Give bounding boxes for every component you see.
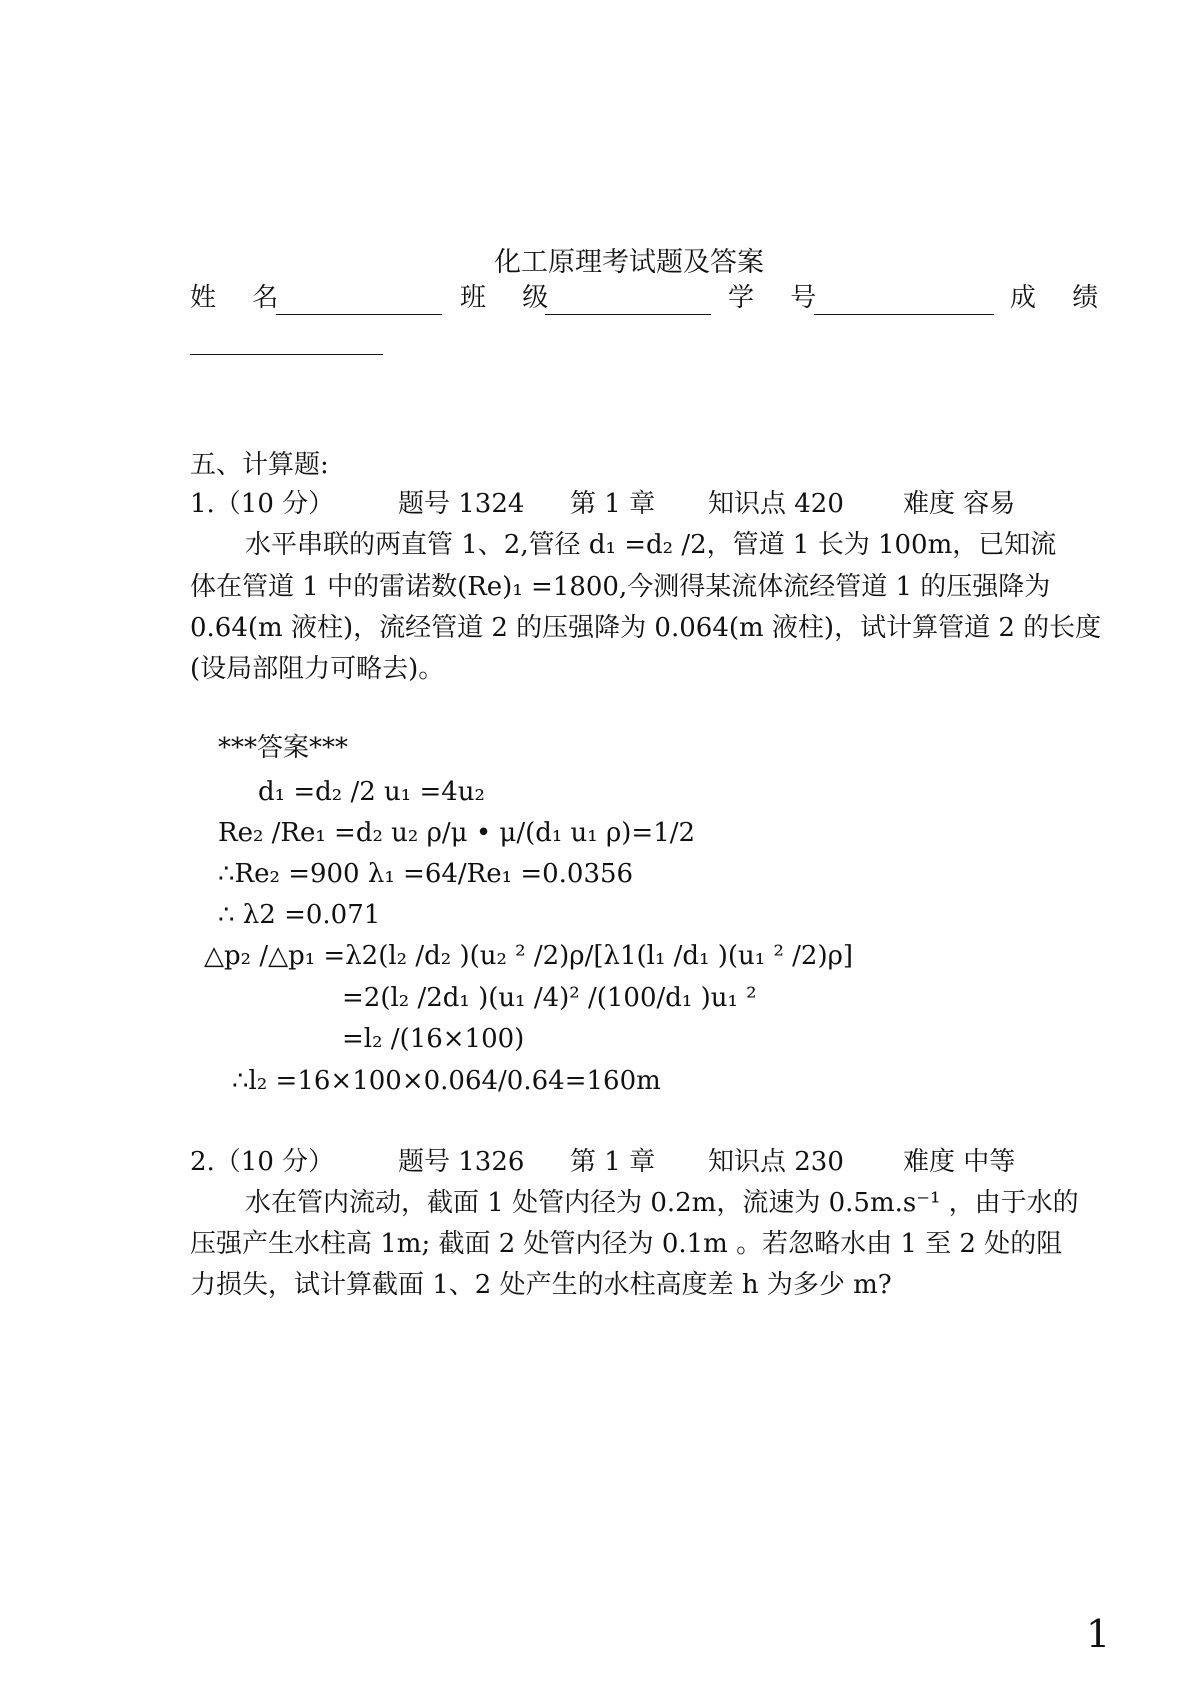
q1-difficulty: 难度 容易 <box>903 489 1016 519</box>
answer-line: Re₂ /Re₁ =d₂ u₂ ρ/μ • μ/(d₁ u₁ ρ)=1/2 <box>218 818 696 848</box>
q1-text-line: 0.64(m 液柱)，流经管道 2 的压强降为 0.064(m 液柱)，试计算管道 2 的长度 <box>190 613 1102 643</box>
answer-line: =2(l₂ /2d₁ )(u₁ /4)² /(100/d₁ )u₁ ² <box>342 983 757 1013</box>
answer-line: ∴l₂ =16×100×0.064/0.64=160m <box>232 1066 661 1096</box>
score-field[interactable] <box>190 328 383 355</box>
answer-line: △p₂ /△p₁ =λ2(l₂ /d₂ )(u₂ ² /2)ρ/[λ1(l₁ /d₁ )(u₁ ² /2)ρ] <box>204 941 854 971</box>
name-label: 姓 名 <box>190 283 293 313</box>
answer-line: ∴ λ2 =0.071 <box>218 900 381 930</box>
q2-number: 2.（10 分） <box>190 1147 335 1177</box>
answer-line: d₁ =d₂ /2 u₁ =4u₂ <box>258 777 485 807</box>
q1-text-line: 水平串联的两直管 1、2,管径 d₁ =d₂ /2，管道 1 长为 100m，已知流 <box>245 530 1057 560</box>
q1-text-line: (设局部阻力可略去)。 <box>190 654 445 684</box>
q2-chapter: 第 1 章 <box>570 1147 656 1177</box>
q2-tihao: 题号 1326 <box>398 1147 525 1177</box>
student-id-label: 学 号 <box>728 283 831 313</box>
q2-text-line: 水在管内流动，截面 1 处管内径为 0.2m，流速为 0.5m.s⁻¹ ，由于水的 <box>245 1188 1079 1218</box>
q1-text-line: 体在管道 1 中的雷诺数(Re)₁ =1800,今测得某流体流经管道 1 的压强降为 <box>190 572 1051 602</box>
class-label: 班 级 <box>460 283 563 313</box>
section-heading: 五、计算题: <box>190 450 329 480</box>
answer-line: =l₂ /(16×100) <box>342 1024 525 1054</box>
q1-knowledge-point: 知识点 420 <box>708 489 844 519</box>
answer-line: ∴Re₂ =900 λ₁ =64/Re₁ =0.0356 <box>218 859 634 889</box>
q2-text-line: 力损失，试计算截面 1、2 处产生的水柱高度差 h 为多少 m? <box>190 1270 892 1300</box>
student-id-field[interactable] <box>814 288 994 315</box>
q1-number: 1.（10 分） <box>190 489 335 519</box>
q1-chapter: 第 1 章 <box>570 489 656 519</box>
answer-label: ***答案*** <box>218 733 349 763</box>
page-title: 化工原理考试题及答案 <box>494 247 764 278</box>
class-field[interactable] <box>545 288 711 315</box>
name-field[interactable] <box>276 288 442 315</box>
q2-text-line: 压强产生水柱高 1m; 截面 2 处管内径为 0.1m 。若忽略水由 1 至 2 处的阻 <box>190 1229 1063 1259</box>
q2-knowledge-point: 知识点 230 <box>708 1147 844 1177</box>
q2-difficulty: 难度 中等 <box>903 1147 1016 1177</box>
page-number: 1 <box>1086 1612 1111 1656</box>
q1-tihao: 题号 1324 <box>398 489 525 519</box>
score-label: 成 绩 <box>1010 283 1113 313</box>
